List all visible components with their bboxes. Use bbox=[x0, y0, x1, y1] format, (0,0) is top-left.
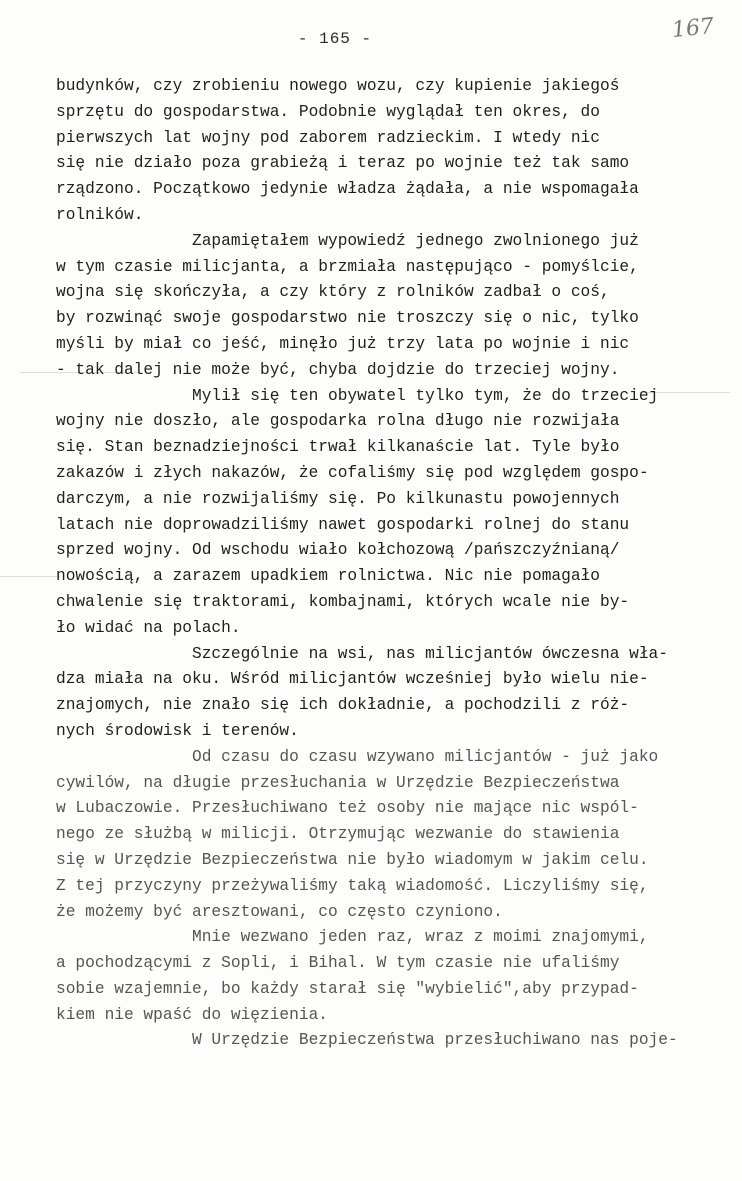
paragraph bbox=[56, 642, 732, 745]
text-line: sobie wzajemnie, bo każdy starał się "wybielić",aby przypad- bbox=[56, 979, 639, 998]
text-line: - tak dalej nie może być, chyba dojdzie do trzeciej wojny. bbox=[56, 360, 620, 379]
text-line: zakazów i złych nakazów, że cofaliśmy się pod względem gospo- bbox=[56, 463, 649, 482]
text-line: sprzed wojny. Od wschodu wiało kołchozową /pańszczyźnianą/ bbox=[56, 541, 620, 560]
text-line: W Urzędzie Bezpieczeństwa przesłuchiwano nas poje- bbox=[56, 1031, 678, 1050]
text-line: wojny nie doszło, ale gospodarka rolna długo nie rozwijała bbox=[56, 412, 620, 431]
text-line: cywilów, na długie przesłuchania w Urzędzie Bezpieczeństwa bbox=[56, 773, 620, 792]
text-line: Szczególnie na wsi, nas milicjantów ówczesna wła- bbox=[56, 644, 668, 663]
scan-artifact bbox=[0, 576, 60, 577]
text-line: Zapamiętałem wypowiedź jednego zwolnionego już bbox=[56, 231, 639, 250]
text-line: a pochodzącymi z Sopli, i Bihal. W tym czasie nie ufaliśmy bbox=[56, 954, 620, 973]
text-line: Mylił się ten obywatel tylko tym, że do trzeciej bbox=[56, 386, 659, 405]
text-line: w tym czasie milicjanta, a brzmiała następująco - pomyślcie, bbox=[56, 257, 639, 276]
text-line: sprzętu do gospodarstwa. Podobnie wyglądał ten okres, do bbox=[56, 102, 600, 121]
paragraph bbox=[56, 1028, 732, 1054]
text-line: nego ze służbą w milicji. Otrzymując wezwanie do stawienia bbox=[56, 825, 620, 844]
text-line: ło widać na polach. bbox=[56, 618, 241, 637]
text-line: myśli by miał co jeść, minęło już trzy lata po wojnie i nic bbox=[56, 334, 630, 353]
text-line: darczym, a nie rozwijaliśmy się. Po kilkunastu powojennych bbox=[56, 489, 620, 508]
text-line: kiem nie wpaść do więzienia. bbox=[56, 1005, 328, 1024]
text-line: wojna się skończyła, a czy który z rolników zadbał o coś, bbox=[56, 283, 610, 302]
text-line: się. Stan beznadziejności trwał kilkanaście lat. Tyle było bbox=[56, 438, 620, 457]
text-line: budynków, czy zrobieniu nowego wozu, czy kupienie jakiegoś bbox=[56, 77, 620, 95]
text-line: się w Urzędzie Bezpieczeństwa nie było wiadomym w jakim celu. bbox=[56, 850, 649, 869]
text-line: znajomych, nie znało się ich dokładnie, a pochodzili z róż- bbox=[56, 696, 630, 715]
text-line: pierwszych lat wojny pod zaborem radzieckim. I wtedy nic bbox=[56, 128, 600, 147]
text-line: rządzono. Początkowo jedynie władza żądała, a nie wspomagała bbox=[56, 180, 639, 199]
text-line: Z tej przyczyny przeżywaliśmy taką wiadomość. Liczyliśmy się, bbox=[56, 876, 649, 895]
paragraph bbox=[56, 745, 732, 926]
text-line: się nie działo poza grabieżą i teraz po wojnie też tak samo bbox=[56, 154, 630, 173]
text-line: rolników. bbox=[56, 205, 144, 224]
text-line: nowością, a zarazem upadkiem rolnictwa. Nic nie pomagało bbox=[56, 567, 600, 586]
text-line: w Lubaczowie. Przesłuchiwano też osoby nie mające nic wspól- bbox=[56, 799, 639, 818]
text-line: nych środowisk i terenów. bbox=[56, 721, 299, 740]
paragraph bbox=[56, 384, 732, 642]
paragraph bbox=[56, 74, 732, 229]
page-number: - 165 - bbox=[297, 30, 373, 48]
text-line: by rozwinąć swoje gospodarstwo nie troszczy się o nic, tylko bbox=[56, 309, 639, 328]
text-line: Mnie wezwano jeden raz, wraz z moimi znajomymi, bbox=[56, 928, 649, 947]
paragraph bbox=[56, 229, 732, 384]
text-line: latach nie doprowadziliśmy nawet gospodarki rolnej do stanu bbox=[56, 515, 630, 534]
text-line: chwalenie się traktorami, kombajnami, których wcale nie by- bbox=[56, 592, 630, 611]
text-line: dza miała na oku. Wśród milicjantów wcześniej było wielu nie- bbox=[56, 670, 649, 689]
text-line: że możemy być aresztowani, co często czyniono. bbox=[56, 902, 503, 921]
archive-page-number: 167 bbox=[670, 13, 716, 44]
document-body bbox=[56, 74, 732, 1054]
text-line: Od czasu do czasu wzywano milicjantów - już jako bbox=[56, 747, 659, 766]
paragraph bbox=[56, 925, 732, 1028]
